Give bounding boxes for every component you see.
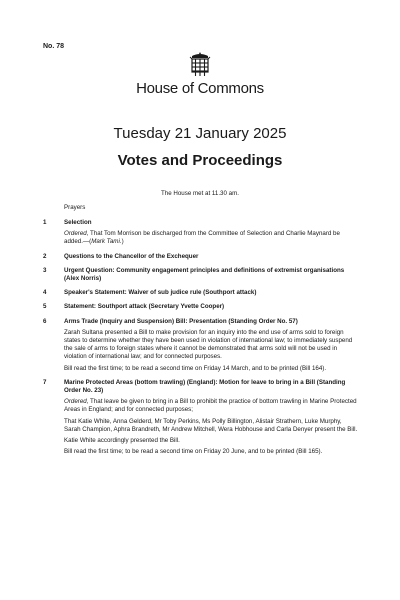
item-number: 6 [43,317,47,325]
item-number: 4 [43,289,47,297]
house-met-time: The House met at 11.30 am. [161,190,239,197]
item-number: 3 [43,266,47,274]
item-text: That Katie White, Anna Gelderd, Mr Toby Perkins, Ms Polly Billington, Alistair Strathern, Luke Murphy, Sarah Champion, Aphra Brandreth, Mr Andrew Mitchell, Wera Hobhouse and Carla Denyer present the Bill. [64,417,358,433]
item-number: 2 [43,252,47,260]
item-text: Ordered, That Tom Morrison be discharged from the Committee of Selection and Charlie Maynard be added.—(Mark Tami.) [64,230,340,246]
proceeding-item [43,379,358,457]
proceeding-item [43,219,358,247]
item-number: 1 [43,219,47,226]
item-text: Katie White accordingly presented the Bill. [64,437,180,445]
proceeding-item [43,318,358,373]
item-text: Zarah Sultana presented a Bill to make provision for an inquiry into the end use of arms sold to foreign states to determine whether they have been used in violation of international law; to immediately suspend the sale of arms to foreign states where it cannot be demonstrated that arms sold will not be used in violation of international law; and for connected purposes. [64,328,353,361]
issue-number: No. 78 [43,43,65,50]
portcullis-icon [189,52,211,78]
item-heading: Selection [64,219,92,226]
item-heading: Urgent Question: Community engagement principles and definitions of extremist organisations (Alex Norris) [64,266,345,283]
item-number: 5 [43,303,47,311]
item-heading: Statement: Southport attack (Secretary Yvette Cooper) [64,303,225,311]
proceeding-item [43,253,358,261]
proceeding-item [43,303,358,311]
item-text: Ordered, That leave be given to bring in a Bill to prohibit the practice of bottom trawling in Marine Protected Areas in England; and for connected purposes; [64,398,357,414]
item-text: Bill read the first time; to be read a second time on Friday 14 March, and to be printed (Bill 164). [64,364,327,372]
item-number: 7 [43,378,47,386]
proceedings-list [43,219,358,462]
house-of-commons-logo [0,52,400,97]
house-name: House of Commons [136,80,264,97]
item-heading: Questions to the Chancellor of the Exchequer [64,252,199,260]
item-heading: Speaker's Statement: Waiver of sub judice rule (Southport attack) [64,289,257,297]
item-heading: Marine Protected Areas (bottom trawling) (England): Motion for leave to bring in a Bill (Standing Order No. 23) [64,378,346,395]
item-heading: Arms Trade (Inquiry and Suspension) Bill: Presentation (Standing Order No. 57) [64,317,298,325]
prayers-label: Prayers [64,204,86,211]
proceeding-item [43,267,358,283]
sitting-date: Tuesday 21 January 2025 [113,125,287,142]
proceeding-item [43,289,358,297]
item-text: Bill read the first time; to be read a second time on Friday 20 June, and to be printed (Bill 165). [64,448,323,456]
page-title: Votes and Proceedings [117,152,283,169]
